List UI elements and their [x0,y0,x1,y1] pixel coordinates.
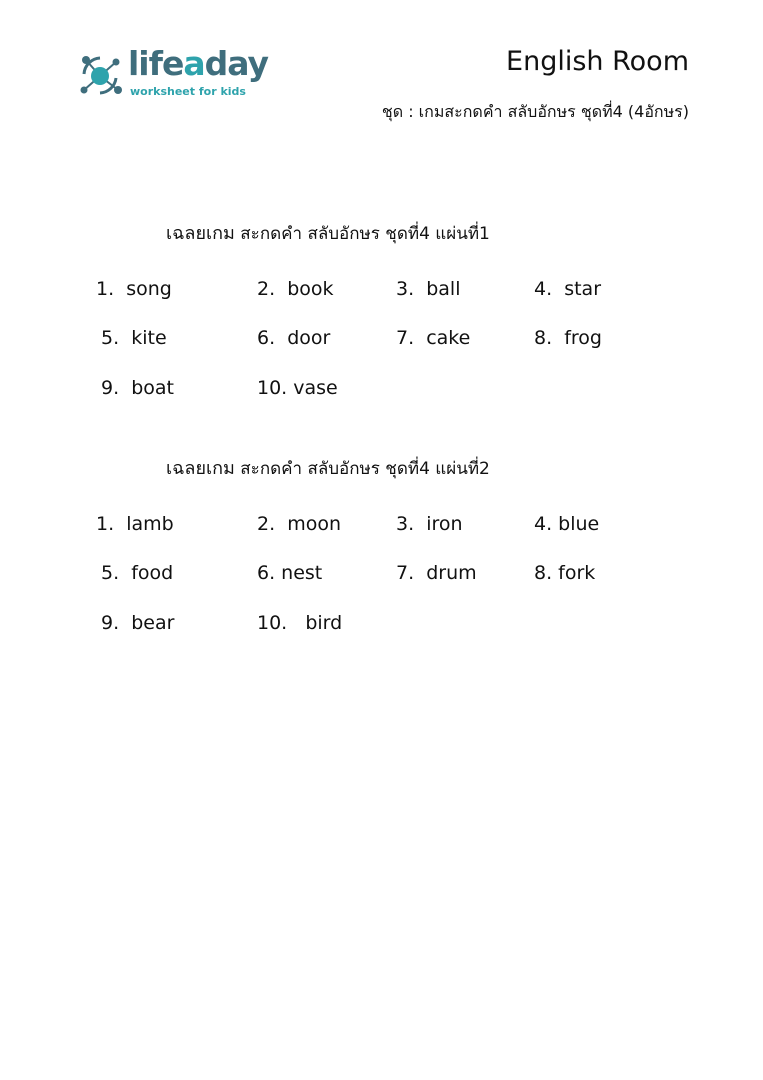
answer-item: 8. fork [534,562,596,584]
logo-molecule-icon [78,50,126,100]
answer-item: 9. bear [101,612,175,634]
answer-item: 4. blue [534,513,600,535]
answer-item: 8. frog [534,327,602,349]
answer-item: 7. cake [396,327,471,349]
logo-wordmark: lifeaday [128,44,269,83]
answer-item: 3. iron [396,513,463,535]
answer-item: 6. nest [257,562,323,584]
answer-item: 5. kite [101,327,167,349]
answer-item: 9. boat [101,377,174,399]
answer-key-heading-1: เฉลยเกม สะกดคำ สลับอักษร ชุดที่4 แผ่นที่1 [166,223,490,244]
page-title: English Room [506,46,689,77]
answer-item: 1. song [96,278,172,300]
lifeaday-logo [78,44,269,104]
worksheet-subtitle: ชุด : เกมสะกดคำ สลับอักษร ชุดที่4 (4อักษร) [381,102,689,121]
answer-item: 1. lamb [96,513,174,535]
answer-item: 7. drum [396,562,477,584]
logo-tagline: worksheet for kids [130,85,246,98]
answer-item: 10. vase [257,377,338,399]
answer-item: 10. bird [257,612,343,634]
answer-item: 3. ball [396,278,461,300]
answer-item: 4. star [534,278,602,300]
answer-item: 6. door [257,327,331,349]
answer-item: 5. food [101,562,174,584]
answer-item: 2. book [257,278,334,300]
answer-item: 2. moon [257,513,342,535]
answer-key-heading-2: เฉลยเกม สะกดคำ สลับอักษร ชุดที่4 แผ่นที่2 [166,458,490,479]
